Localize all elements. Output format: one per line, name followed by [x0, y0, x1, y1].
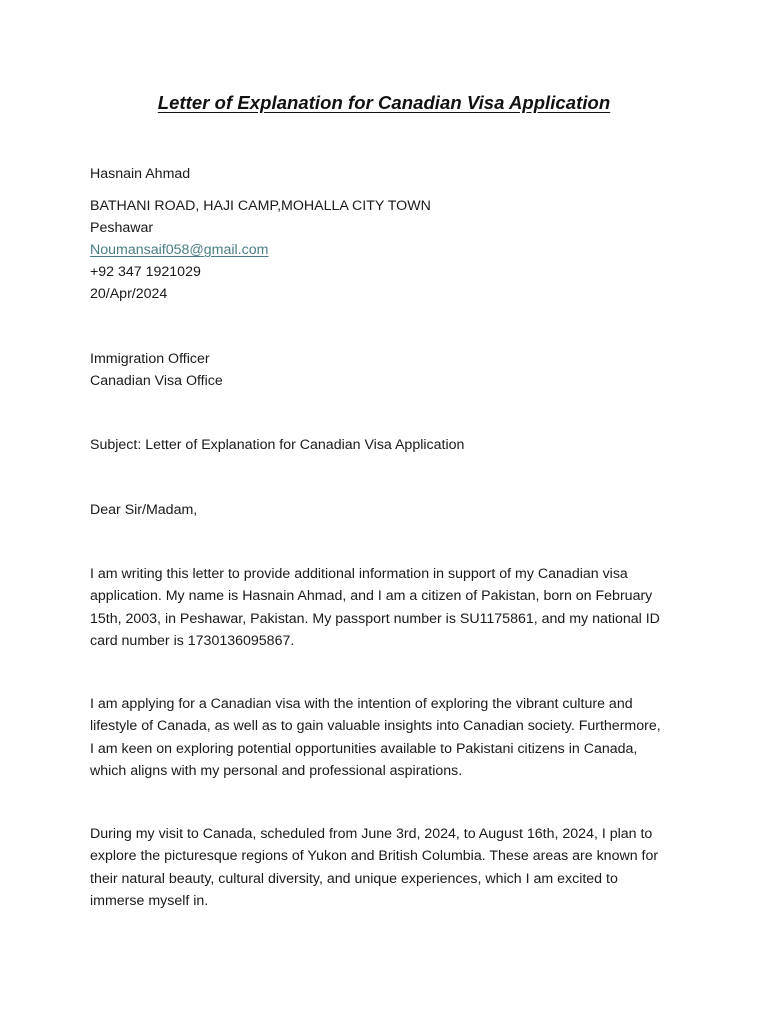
sender-email-link[interactable]: Noumansaif058@gmail.com: [90, 242, 269, 258]
paragraph-line: I am keen on exploring potential opportunities available to Pakistani citizens in Canada,: [90, 740, 638, 757]
paragraph-line: immerse myself in.: [90, 892, 209, 909]
paragraph-line: I am writing this letter to provide additional information in support of my Canadian visa: [90, 566, 628, 582]
salutation-block: [90, 499, 680, 521]
letter-date: 20/Apr/2024: [90, 286, 168, 302]
subject-line: Subject: Letter of Explanation for Canadian Visa Application: [90, 437, 465, 453]
paragraph-line: application. My name is Hasnain Ahmad, and I am a citizen of Pakistan, born on February: [90, 588, 653, 605]
paragraph-line: During my visit to Canada, scheduled from June 3rd, 2024, to August 16th, 2024, I plan to: [90, 826, 653, 842]
paragraph-line: their natural beauty, cultural diversity, and unique experiences, which I am excited to: [90, 870, 618, 887]
paragraph-line: lifestyle of Canada, as well as to gain valuable insights into Canadian society. Furthermore,: [90, 718, 661, 735]
recipient-title: Immigration Officer: [90, 351, 210, 367]
paragraph-line: card number is 1730136095867.: [90, 632, 295, 649]
salutation: Dear Sir/Madam,: [90, 502, 198, 518]
sender-contact-block: [90, 195, 680, 305]
sender-address: BATHANI ROAD, HAJI CAMP,MOHALLA CITY TOWN: [90, 198, 431, 214]
subject-block: [90, 434, 680, 456]
sender-city: Peshawar: [90, 220, 154, 236]
recipient-block: [90, 348, 680, 392]
sender-name: Hasnain Ahmad: [90, 166, 191, 182]
paragraph-line: I am applying for a Canadian visa with the intention of exploring the vibrant culture and: [90, 696, 633, 712]
sender-phone: +92 347 1921029: [90, 264, 201, 280]
body-paragraph-1: [90, 563, 680, 652]
document-title: Letter of Explanation for Canadian Visa Application: [157, 92, 611, 113]
sender-name-block: [90, 163, 680, 185]
body-paragraph-2: [90, 693, 680, 782]
paragraph-line: explore the picturesque regions of Yukon and British Columbia. These areas are known for: [90, 848, 659, 865]
paragraph-line: 15th, 2003, in Peshawar, Pakistan. My passport number is SU1175861, and my national ID: [90, 610, 660, 627]
body-paragraph-3: [90, 823, 680, 912]
recipient-office: Canadian Visa Office: [90, 373, 223, 389]
paragraph-line: which aligns with my personal and professional aspirations.: [90, 762, 463, 779]
